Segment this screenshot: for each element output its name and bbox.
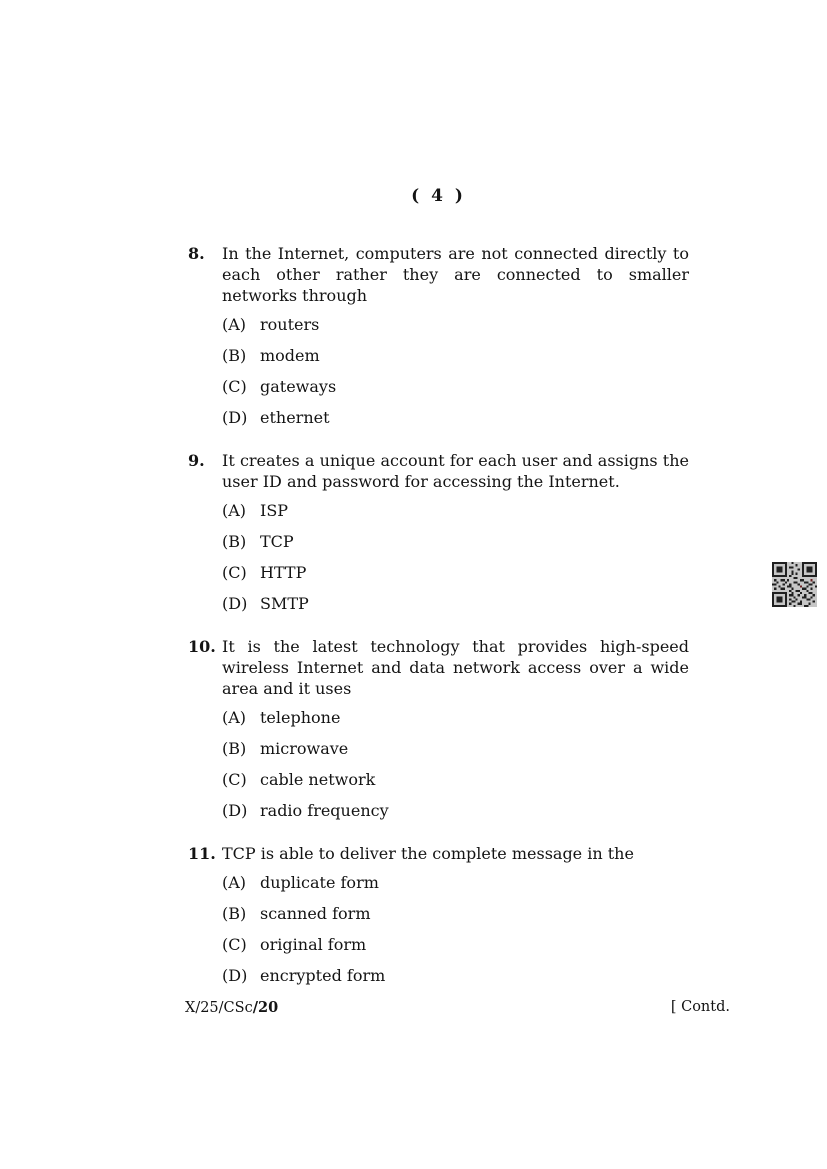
option-text: HTTP: [260, 563, 307, 582]
option-label: (B): [222, 739, 247, 758]
question-item: [188, 243, 689, 438]
option-label: (A): [222, 873, 247, 892]
option-row: [222, 738, 689, 759]
option-label: (B): [222, 346, 247, 365]
option-label: (A): [222, 315, 247, 334]
question-text: In the Internet, computers are not connected directly to each other rather they are connected to smaller networks through: [222, 244, 689, 305]
paper-code: [185, 999, 278, 1016]
option-row: [222, 345, 689, 366]
question-number: 8.: [188, 244, 205, 263]
question-item: [188, 636, 689, 831]
option-text: ISP: [260, 501, 289, 520]
options-list: [222, 872, 689, 986]
options-list: [222, 314, 689, 428]
question-number: 9.: [188, 451, 205, 470]
option-text: modem: [260, 346, 320, 365]
question-text: TCP is able to deliver the complete message in the: [222, 844, 634, 863]
option-row: [222, 314, 689, 335]
option-row: [222, 769, 689, 790]
option-text: duplicate form: [260, 873, 379, 892]
option-text: microwave: [260, 739, 349, 758]
option-label: (A): [222, 501, 247, 520]
option-label: (A): [222, 708, 247, 727]
question-number: 11.: [188, 844, 216, 863]
option-label: (D): [222, 966, 248, 985]
option-text: encrypted form: [260, 966, 386, 985]
option-text: telephone: [260, 708, 341, 727]
option-text: original form: [260, 935, 367, 954]
option-text: gateways: [260, 377, 337, 396]
continued-marker: [ Contd.: [670, 999, 730, 1015]
page-number: ( 4 ): [411, 186, 466, 206]
option-text: routers: [260, 315, 320, 334]
option-label: (D): [222, 594, 248, 613]
option-label: (C): [222, 935, 247, 954]
page-footer: [185, 999, 730, 1016]
paper-code-prefix: X/25/CSc: [185, 1000, 253, 1016]
option-text: radio frequency: [260, 801, 389, 820]
option-row: [222, 531, 689, 552]
paper-code-suffix: /20: [252, 999, 279, 1016]
option-label: (B): [222, 532, 247, 551]
option-row: [222, 800, 689, 821]
option-row: [222, 707, 689, 728]
question-number: 10.: [188, 637, 216, 656]
option-text: scanned form: [260, 904, 371, 923]
qr-code-image: [772, 562, 817, 607]
option-row: [222, 562, 689, 583]
options-list: [222, 500, 689, 614]
option-row: [222, 407, 689, 428]
option-text: TCP: [260, 532, 294, 551]
option-label: (C): [222, 563, 247, 582]
option-row: [222, 872, 689, 893]
option-row: [222, 903, 689, 924]
question-item: [188, 450, 689, 624]
option-text: SMTP: [260, 594, 309, 613]
option-row: [222, 376, 689, 397]
option-label: (D): [222, 801, 248, 820]
option-label: (C): [222, 770, 247, 789]
question-item: [188, 843, 689, 996]
option-row: [222, 593, 689, 614]
option-row: [222, 934, 689, 955]
option-text: cable network: [260, 770, 376, 789]
option-label: (C): [222, 377, 247, 396]
option-label: (B): [222, 904, 247, 923]
options-list: [222, 707, 689, 821]
questions-section: [188, 243, 689, 1008]
option-label: (D): [222, 408, 248, 427]
option-text: ethernet: [260, 408, 330, 427]
question-text: It is the latest technology that provides high-speed wireless Internet and data network access over a wide area and it uses: [222, 637, 689, 698]
question-text: It creates a unique account for each user and assigns the user ID and password for accessing the Internet.: [222, 451, 689, 491]
option-row: [222, 965, 689, 986]
option-row: [222, 500, 689, 521]
